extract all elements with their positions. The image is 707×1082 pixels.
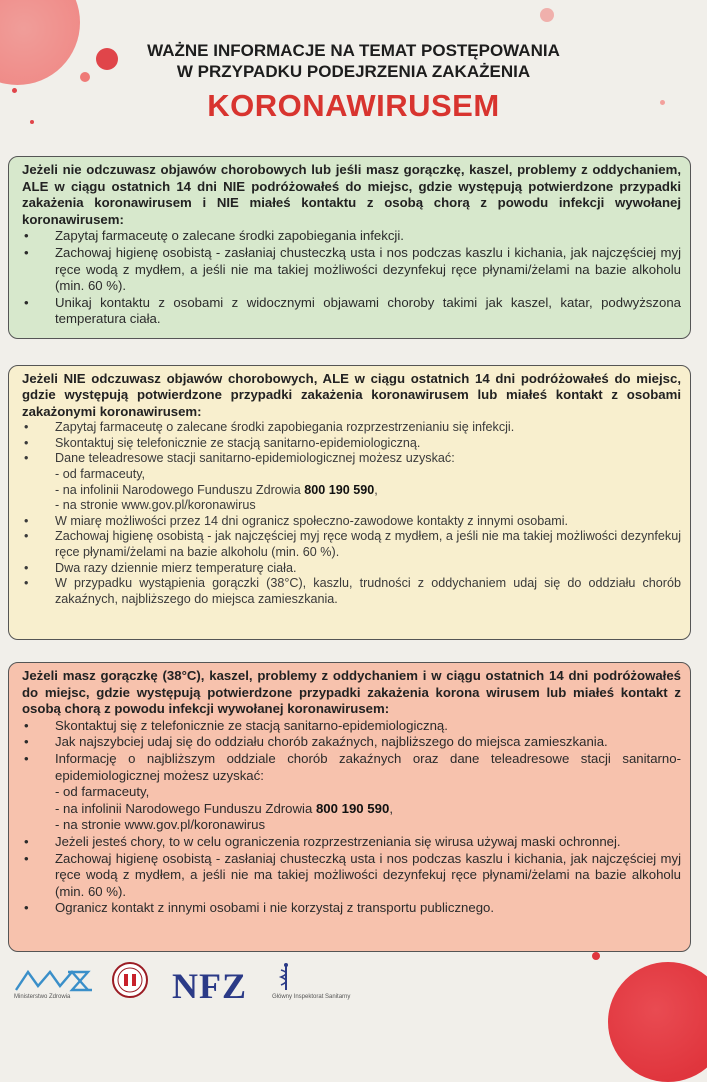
list-item: • Jak najszybciej udaj się do oddziału chorób zakaźnych, najbliższego do miejsca zamieszkania. bbox=[22, 734, 681, 751]
gis-logo bbox=[272, 962, 351, 1006]
list-item: • Skontaktuj się telefonicznie ze stacją sanitarno-epidemiologiczną. bbox=[22, 436, 681, 452]
gis-caption: Główny Inspektorat Sanitarny bbox=[272, 994, 351, 1000]
ministry-of-health-logo bbox=[14, 964, 94, 1004]
ministry-of-health-caption: Ministerstwo Zdrowia bbox=[14, 994, 71, 1000]
contact-option bbox=[55, 801, 681, 818]
contact-option: - na stronie www.gov.pl/koronawirus bbox=[55, 498, 256, 513]
list-item: • Skontaktuj się z telefonicznie ze stacją sanitarno-epidemiologiczną. bbox=[22, 718, 681, 735]
sanitary-inspection-emblem bbox=[112, 962, 148, 998]
caduceus-icon bbox=[276, 962, 296, 992]
info-box-lead: Jeżeli nie odczuwasz objawów chorobowych lub jeśli masz gorączkę, kaszel, problemy z oddychaniem, ALE w ciągu ostatnich 14 dni NIE podróżowałeś do miejsc, gdzie występują potwierdzone przypadki zakażenia koronawirusem i NIE miałeś kontaktu z osobą chorą z powodu infekcji wywołanej koronawirusem: bbox=[22, 162, 681, 227]
list-item-text: • Informację o najbliższym oddziale chorób zakaźnych oraz dane teleadresowe stacji sanitarno-epidemiologicznej możesz uzyskać: bbox=[55, 750, 681, 783]
ministry-of-health-icon bbox=[14, 964, 94, 996]
list-item-text: • Dane teleadresowe stacji sanitarno-epidemiologicznej możesz uzyskać: bbox=[55, 451, 455, 466]
info-box-travel-no-symptoms bbox=[8, 365, 691, 640]
virus-decoration-dot bbox=[592, 952, 600, 960]
title-line-2: W PRZYPADKU PODEJRZENIA ZAKAŻENIA bbox=[176, 62, 531, 81]
contact-option: - od farmaceuty, bbox=[55, 784, 150, 800]
contact-option bbox=[55, 483, 681, 499]
contact-option: - na stronie www.gov.pl/koronawirus bbox=[55, 817, 266, 833]
punctuation: , bbox=[389, 800, 393, 816]
info-box-lead: Jeżeli masz gorączkę (38°C), kaszel, problemy z oddychaniem i w ciągu ostatnich 14 dni podróżowałeś do miejsc, gdzie występują potwierdzone przypadki zakażenia korona wirusem lub miałeś kontakt z osobą chorą z powodu infekcji wywołanej koronawirusem: bbox=[22, 668, 681, 717]
nfz-logo: NFZ bbox=[172, 966, 247, 1006]
advice-list bbox=[22, 420, 681, 607]
contact-option-text: - na infolinii Narodowego Funduszu Zdrowia bbox=[55, 482, 305, 497]
advice-list bbox=[22, 228, 681, 328]
info-box-lead: Jeżeli NIE odczuwasz objawów chorobowych, ALE w ciągu ostatnich 14 dni podróżowałeś do miejsc, gdzie występują potwierdzone przypadki zakażenia koronawirusem lub miałeś kontakt z osobami zakażonymi koronawirusem: bbox=[22, 371, 681, 419]
info-box-no-travel bbox=[8, 156, 691, 339]
contact-option-text: - na infolinii Narodowego Funduszu Zdrowia bbox=[55, 800, 316, 816]
advice-list bbox=[22, 718, 681, 917]
list-item: • Unikaj kontaktu z osobami z widocznymi objawami choroby takimi jak kaszel, katar, podwyższona temperatura ciała. bbox=[22, 295, 681, 328]
contact-option: - od farmaceuty, bbox=[55, 467, 146, 481]
list-item bbox=[22, 451, 681, 513]
hotline-number: 800 190 590 bbox=[315, 800, 390, 816]
list-item: • Zapytaj farmaceutę o zalecane środki zapobiegania infekcji. bbox=[22, 228, 681, 245]
list-item: • Zachowaj higienę osobistą - jak najczęściej myj ręce wodą z mydłem, a jeśli nie ma takiej możliwości dezynfekuj ręce płynami/żelami na bazie alkoholu (min. 60 %). bbox=[22, 529, 681, 560]
page-title-emphasis: KORONAWIRUSEM bbox=[207, 88, 500, 123]
logos-footer bbox=[0, 962, 707, 1012]
list-item: • W miarę możliwości przez 14 dni ogranicz społeczno-zawodowe kontakty z innymi osobami. bbox=[22, 514, 681, 530]
hotline-number: 800 190 590 bbox=[304, 482, 375, 497]
title-line-1: WAŻNE INFORMACJE NA TEMAT POSTĘPOWANIA bbox=[147, 41, 560, 60]
info-box-symptoms-and-travel bbox=[8, 662, 691, 952]
list-item: • Dwa razy dziennie mierz temperaturę ciała. bbox=[22, 561, 681, 577]
list-item bbox=[22, 751, 681, 834]
virus-decoration-dot bbox=[540, 8, 554, 22]
list-item: • Ogranicz kontakt z innymi osobami i nie korzystaj z transportu publicznego. bbox=[22, 900, 681, 917]
emblem-icon bbox=[112, 962, 148, 998]
list-item: • Jeżeli jesteś chory, to w celu ograniczenia rozprzestrzeniania się wirusa używaj maski ochronnej. bbox=[22, 834, 681, 851]
list-item: • Zachowaj higienę osobistą - zasłaniaj chusteczką usta i nos podczas kaszlu i kichania, jak najczęściej myj ręce wodą z mydłem, a jeśli nie ma takiej możliwości dezynfekuj ręce płynami/żelami na bazie alkoholu (min. 60 %). bbox=[22, 245, 681, 295]
list-item: • Zachowaj higienę osobistą - zasłaniaj chusteczką usta i nos podczas kaszlu i kichania, jak najczęściej myj ręce wodą z mydłem, a jeśli nie ma takiej możliwości dezynfekuj ręce płynami/żelami na bazie alkoholu (min. 60 %). bbox=[22, 851, 681, 901]
list-item: • Zapytaj farmaceutę o zalecane środki zapobiegania rozprzestrzenianiu się infekcji. bbox=[22, 420, 681, 436]
punctuation: , bbox=[374, 482, 378, 497]
page-title bbox=[0, 40, 707, 82]
list-item: • W przypadku wystąpienia gorączki (38°C), kaszlu, trudności z oddychaniem udaj się do oddziału chorób zakaźnych, najbliższego do miejsca zamieszkania. bbox=[22, 576, 681, 607]
